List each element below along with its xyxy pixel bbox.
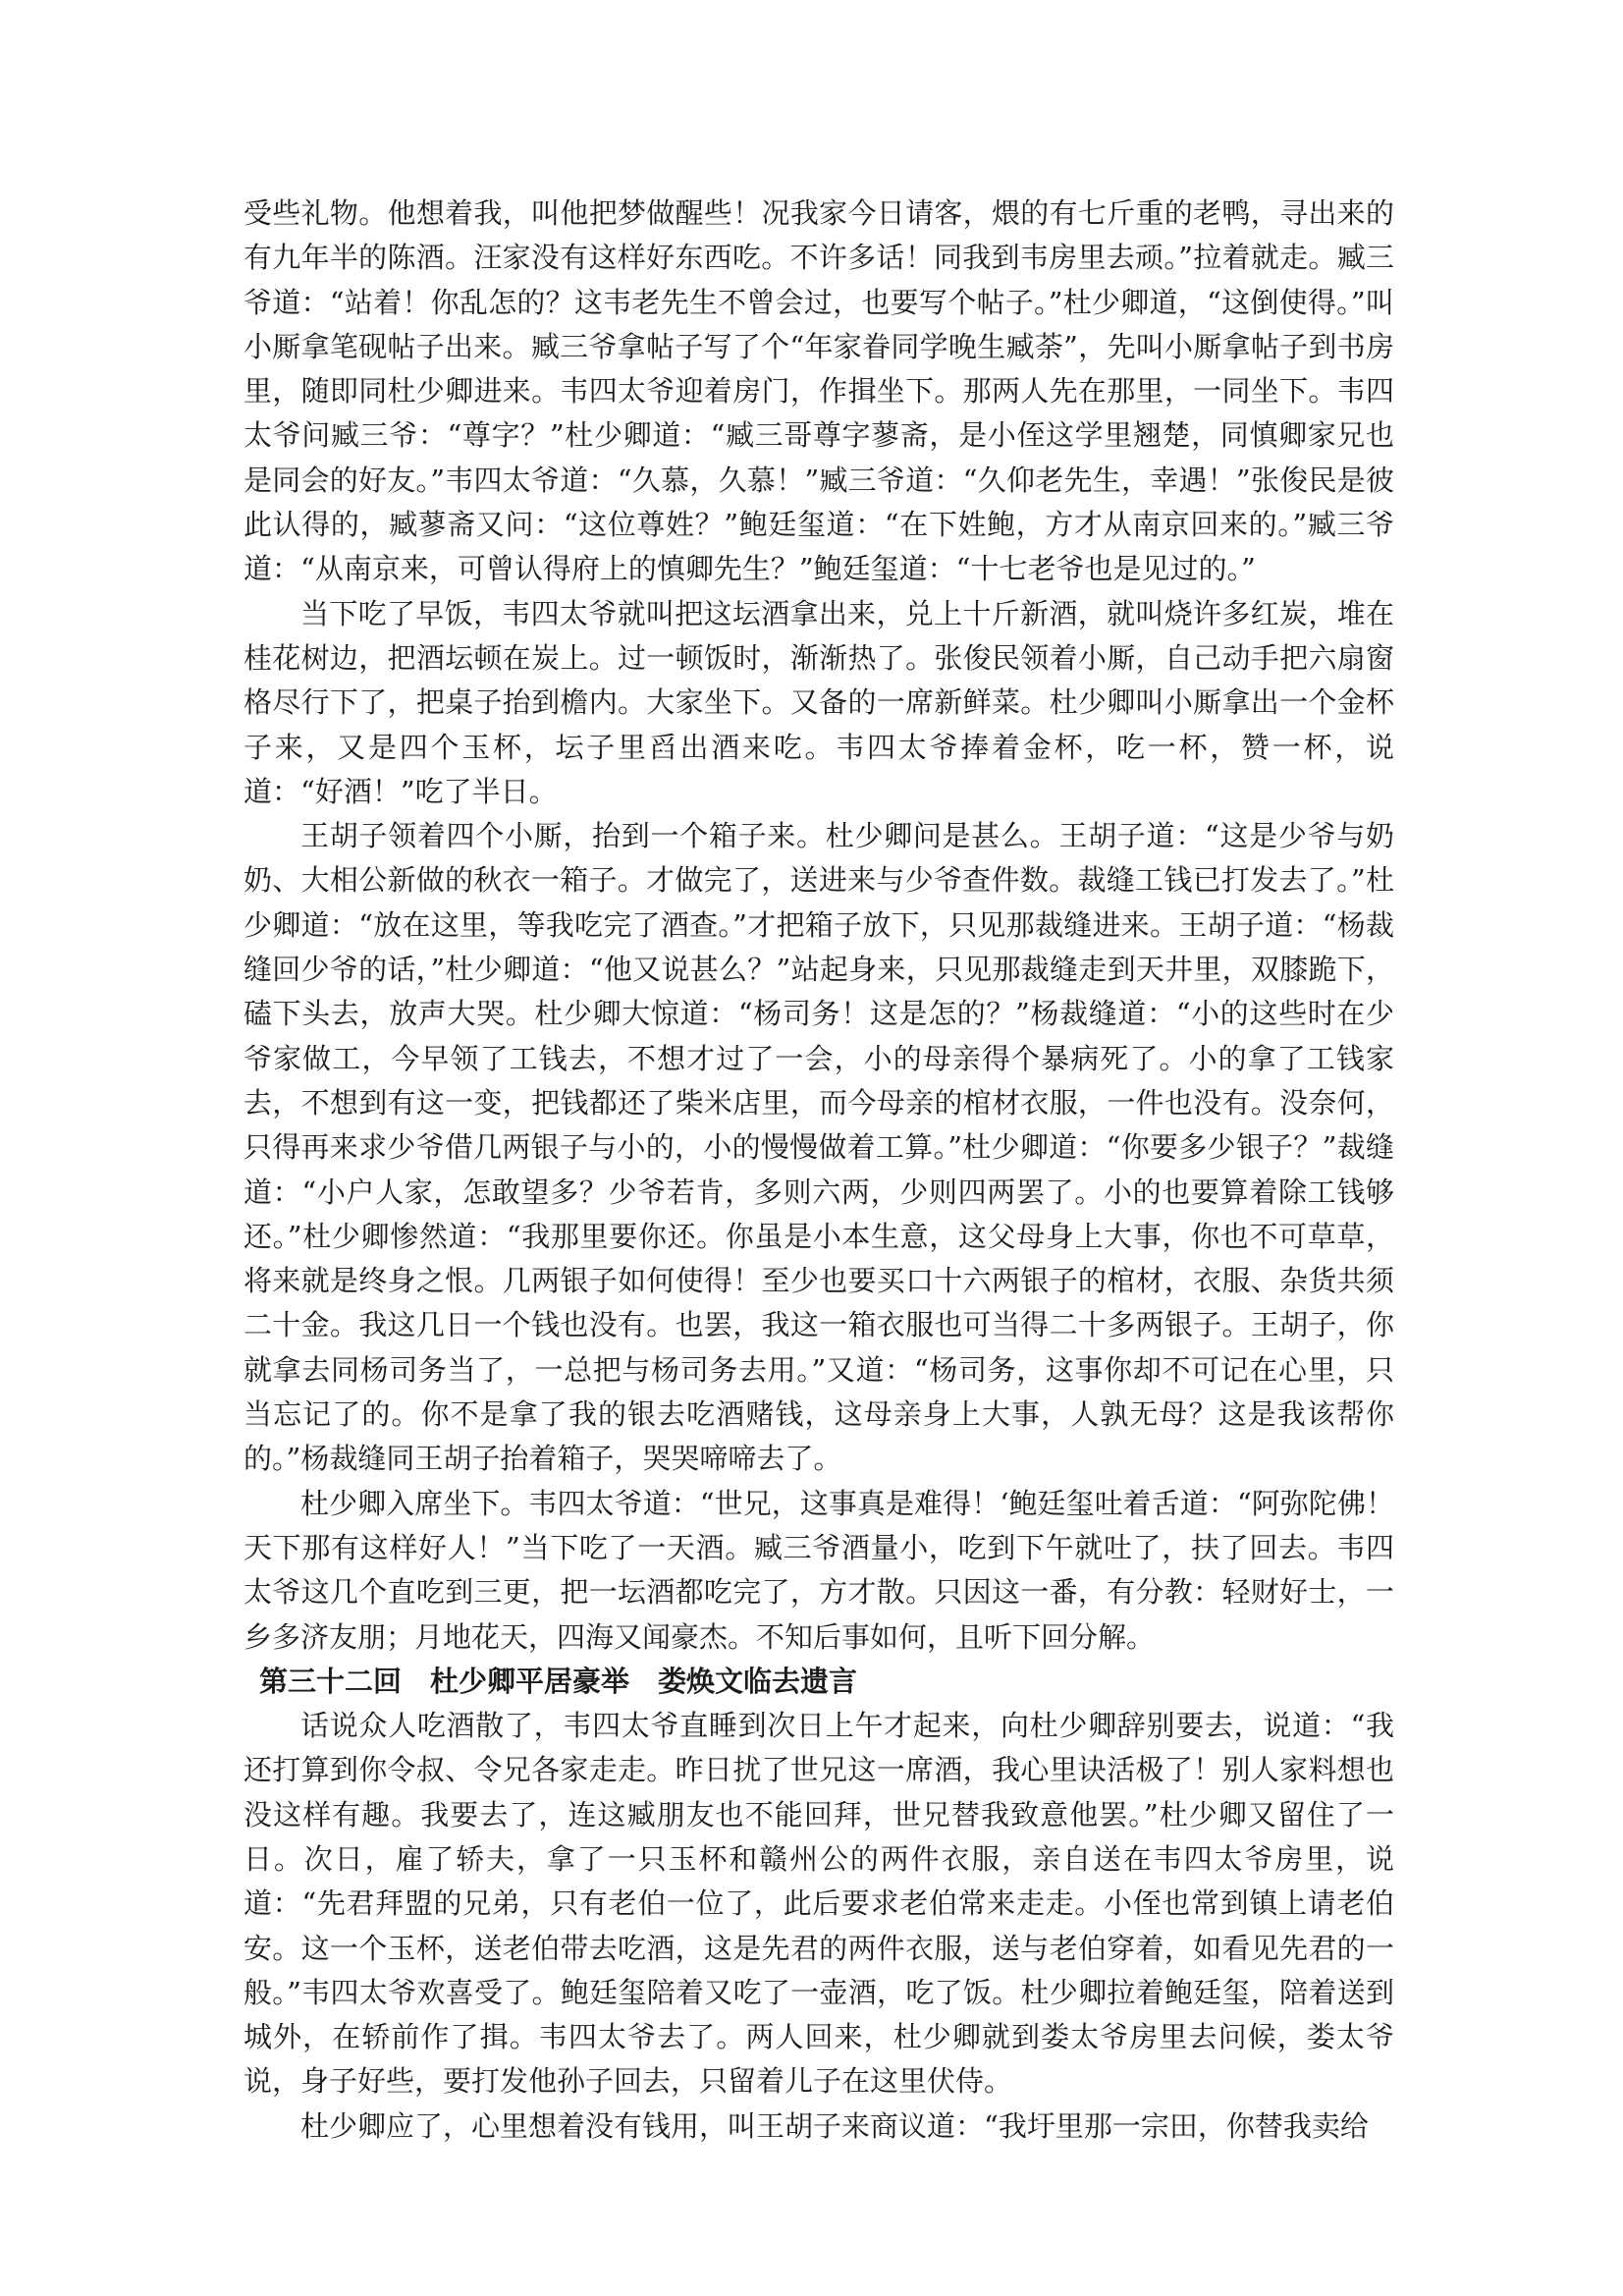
- paragraph-3: 王胡子领着四个小厮，抬到一个箱子来。杜少卿问是甚么。王胡子道：“这是少爷与奶奶、大相公新做的秋衣一箱子。才做完了，送进来与少爷查件数。裁缝工钱已打发去了。”杜少卿道：“放在这里，等我吃完了酒查。”才把箱子放下，只见那裁缝进来。王胡子道：“杨裁缝回少爷的话，”杜少卿道：“他又说甚么？”站起身来，只见那裁缝走到天井里，双膝跪下，磕下头去，放声大哭。杜少卿大惊道：“杨司务！这是怎的？”杨裁缝道：“小的这些时在少爷家做工，今早领了工钱去，不想才过了一会，小的母亲得个暴病死了。小的拿了工钱家去，不想到有这一变，把钱都还了柴米店里，而今母亲的棺材衣服，一件也没有。没奈何，只得再来求少爷借几两银子与小的，小的慢慢做着工算。”杜少卿道：“你要多少银子？”裁缝道：“小户人家，怎敢望多？少爷若肯，多则六两，少则四两罢了。小的也要算着除工钱够还。”杜少卿惨然道：“我那里要你还。你虽是小本生意，这父母身上大事，你也不可草草，将来就是终身之恨。几两银子如何使得！至少也要买口十六两银子的棺材，衣服、杂货共须二十金。我这几日一个钱也没有。也罢，我这一箱衣服也可当得二十多两银子。王胡子，你就拿去同杨司务当了，一总把与杨司务去用。”又道：“杨司务，这事你却不可记在心里，只当忘记了的。你不是拿了我的银去吃酒赌钱，这母亲身上大事，人孰无母？这是我该帮你的。”杨裁缝同王胡子抬着箱子，哭哭啼啼去了。: [243, 819, 1394, 1476]
- paragraph-5: 话说众人吃酒散了，韦四太爷直睡到次日上午才起来，向杜少卿辞别要去，说道：“我还打算到你令叔、令兄各家走走。昨日扰了世兄这一席酒，我心里诀活极了！别人家料想也没这样有趣。我要去了，连这臧朋友也不能回拜，世兄替我致意他罢。”杜少卿又留住了一日。次日，雇了轿夫，拿了一只玉杯和赣州公的两件衣服，亲自送在韦四太爷房里，说道：“先君拜盟的兄弟，只有老伯一位了，此后要求老伯常来走走。小侄也常到镇上请老伯安。这一个玉杯，送老伯带去吃酒，这是先君的两件衣服，送与老伯穿着，如看见先君的一般。”韦四太爷欢喜受了。鲍廷玺陪着又吃了一壶酒，吃了饭。杜少卿拉着鲍廷玺，陪着送到城外，在轿前作了揖。韦四太爷去了。两人回来，杜少卿就到娄太爷房里去问候，娄太爷说，身子好些，要打发他孙子回去，只留着儿子在这里伏侍。: [243, 1709, 1394, 2099]
- paragraph-2: 当下吃了早饭，韦四太爷就叫把这坛酒拿出来，兑上十斤新酒，就叫烧许多红炭，堆在桂花树边，把酒坛顿在炭上。过一顿饭时，渐渐热了。张俊民领着小厮，自己动手把六扇窗格尽行下了，把桌子抬到檐内。大家坐下。又备的一席新鲜菜。杜少卿叫小厮拿出一个金杯子来，又是四个玉杯，坛子里舀出酒来吃。韦四太爷捧着金杯，吃一杯，赞一杯，说道：“好酒！”吃了半日。: [243, 596, 1394, 808]
- paragraph-1: 受些礼物。他想着我，叫他把梦做醒些！况我家今日请客，煨的有七斤重的老鸭，寻出来的有九年半的陈酒。汪家没有这样好东西吃。不许多话！同我到韦房里去顽。”拉着就走。臧三爷道：“站着！你乱怎的？这韦老先生不曾会过，也要写个帖子。”杜少卿道，“这倒使得。”叫小厮拿笔砚帖子出来。臧三爷拿帖子写了个“年家眷同学晚生臧荼”，先叫小厮拿帖子到书房里，随即同杜少卿进来。韦四太爷迎着房门，作揖坐下。那两人先在那里，一同坐下。韦四太爷问臧三爷：“尊字？”杜少卿道：“臧三哥尊字蓼斋，是小侄这学里翘楚，同慎卿家兄也是同会的好友。”韦四太爷道：“久慕，久慕！”臧三爷道：“久仰老先生，幸遇！”张俊民是彼此认得的，臧蓼斋又问：“这位尊姓？”鲍廷玺道：“在下姓鲍，方才从南京回来的。”臧三爷道：“从南京来，可曾认得府上的慎卿先生？”鲍廷玺道：“十七老爷也是见过的。”: [243, 196, 1394, 586]
- paragraph-4: 杜少卿入席坐下。韦四太爷道：“世兄，这事真是难得！‘鲍廷玺吐着舌道：“阿弥陀佛！天下那有这样好人！”当下吃了一天酒。臧三爷酒量小，吃到下午就吐了，扶了回去。韦四太爷这几个直吃到三更，把一坛酒都吃完了，方才散。只因这一番，有分教：轻财好士，一乡多济友朋；月地花天，四海又闻豪杰。不知后事如何，且听下回分解。: [243, 1486, 1394, 1654]
- document-page: [243, 191, 1394, 2149]
- paragraph-6: 杜少卿应了，心里想着没有钱用，叫王胡子来商议道：“我圩里那一宗田，你替我卖给: [300, 2108, 1369, 2143]
- chapter-title: 第三十二回 杜少卿平居豪举 娄焕文临去遗言: [259, 1664, 858, 1698]
